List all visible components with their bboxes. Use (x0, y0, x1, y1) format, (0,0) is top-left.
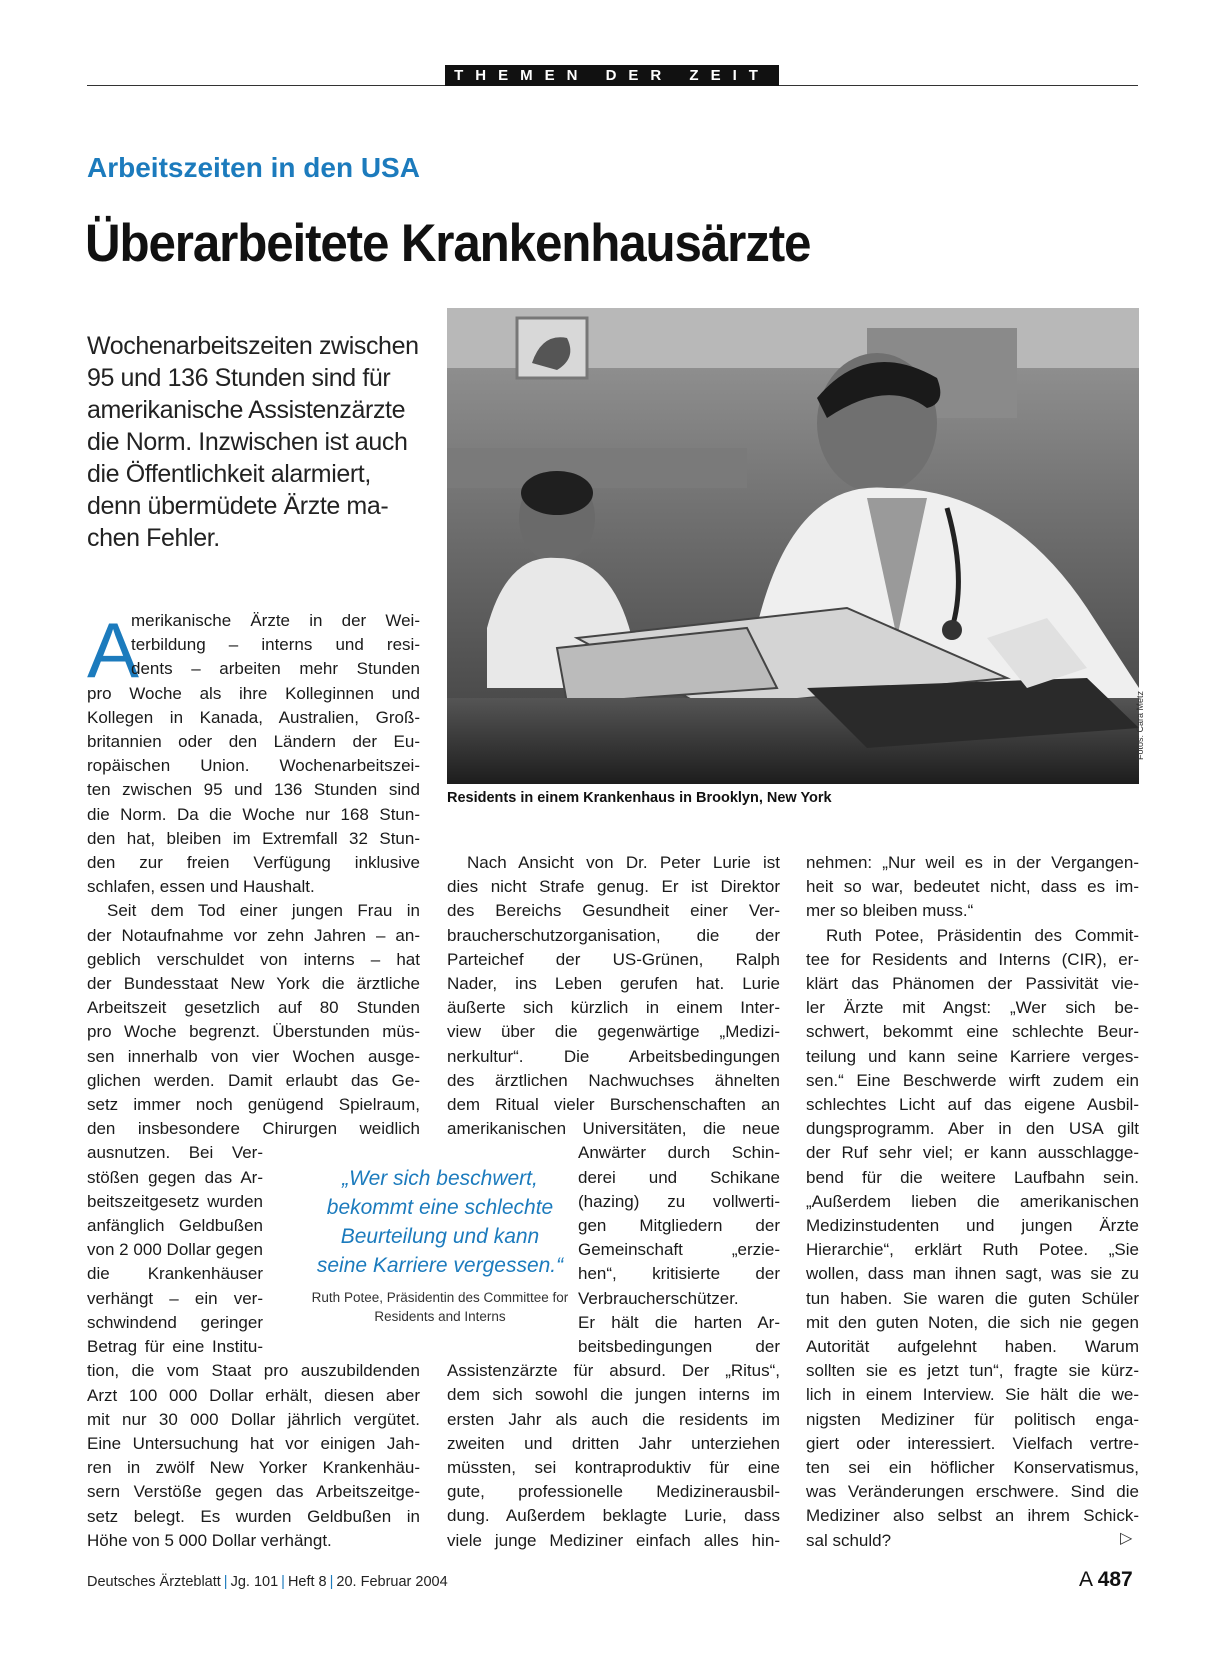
body-line: nehmen: „Nur weil es in der Vergangen- (806, 853, 1139, 872)
body-line: setz belegt. Es wurden Geldbußen in (87, 1506, 420, 1526)
body-line: beitszeitgesetz wurden (87, 1191, 263, 1211)
body-line: sern Verstöße gegen das Arbeitszeitge- (87, 1482, 420, 1502)
pull-quote-source-line: Ruth Potee, Präsidentin des Committee for (311, 1290, 569, 1305)
body-line: view über die gegenwärtige „Medizi- (447, 1022, 780, 1042)
body-line: ausnutzen. Bei Ver- (87, 1143, 263, 1163)
body-line: tion, die vom Staat pro auszubildenden (87, 1361, 420, 1381)
body-line: dem sich sowohl die jungen interns im (447, 1385, 780, 1405)
body-line: Kollegen in Kanada, Australien, Groß- (87, 707, 420, 727)
lead-line: 95 und 136 Stunden sind für (87, 364, 391, 392)
pull-quote-line: seine Karriere vergessen.“ (316, 1254, 564, 1277)
body-line: sollten sie es jetzt tun“, fragte sie kürz- (806, 1361, 1139, 1381)
body-line: Autorität aufgelehnt haben. Warum (806, 1337, 1139, 1357)
body-line: dies nicht Strafe genug. Er ist Direktor (447, 877, 780, 897)
continue-arrow-icon: ▷ (1120, 1530, 1133, 1547)
body-line: braucherschutzorganisation, die der (447, 925, 780, 945)
body-line: Verbraucherschützer. (578, 1288, 739, 1308)
footer-volume: Jg. 101 (230, 1574, 279, 1590)
article-headline: Überarbeitete Krankenhausärzte (85, 214, 811, 273)
body-line: Mediziner also selbst an ihrem Schick- (806, 1506, 1139, 1526)
body-line: setz immer noch genügend Spielraum, (87, 1095, 420, 1115)
pull-quote (290, 1164, 590, 1326)
body-line: geblich verschuldet von interns – hat (87, 949, 420, 969)
page-number-value: 487 (1097, 1568, 1133, 1591)
body-line: schwert, bekommt eine schlechte Beur- (806, 1022, 1139, 1042)
pull-quote-line: bekommt eine schlechte (326, 1196, 554, 1219)
pull-quote-line: „Wer sich beschwert, (342, 1167, 538, 1190)
footer-separator: | (281, 1574, 285, 1590)
body-line: mer so bleiben muss.“ (806, 901, 974, 921)
body-line: Anwärter durch Schin- (578, 1143, 780, 1163)
footer-issue: Heft 8 (287, 1574, 327, 1590)
body-line: Assistenzärzte für absurd. Der „Ritus“, (447, 1361, 780, 1381)
body-line: Betrag für eine Institu- (87, 1337, 263, 1357)
lead-line: Wochenarbeitszeiten zwischen (87, 332, 419, 360)
pull-quote-source-line: Residents and Interns (374, 1309, 506, 1324)
body-line: Er hält die harten Ar- (578, 1312, 780, 1332)
body-line: dents – arbeiten mehr Stunden (131, 659, 420, 679)
body-line: des ärztlichen Nachwuchses ähnelten (447, 1070, 780, 1090)
footer-journal: Deutsches Ärzteblatt (87, 1574, 221, 1590)
article-kicker: Arbeitszeiten in den USA (87, 152, 420, 183)
body-line: die Norm. Da die Woche nur 168 Stun- (87, 804, 420, 824)
body-line: ersten Jahr als auch die residents im (447, 1409, 780, 1429)
body-line: ten sei ein höflicher Konservatismus, (806, 1458, 1139, 1478)
body-line: nigsten Mediziner für politisch enga- (806, 1409, 1139, 1429)
body-line: pro Woche als ihre Kolleginnen und (87, 683, 420, 703)
body-line: schlechtes Licht auf das eigene Ausbil- (806, 1095, 1139, 1115)
body-line: Arzt 100 000 Dollar erhält, diesen aber (87, 1385, 420, 1405)
body-line: zweiten und dritten Jahr unterziehen (447, 1433, 780, 1453)
body-line: Nader, ins Leben gerufen hat. Lurie (447, 974, 780, 994)
body-line: Seit dem Tod einer jungen Frau in (107, 901, 420, 921)
section-label: THEMEN DER ZEIT (445, 65, 779, 86)
body-line: von 2 000 Dollar gegen (87, 1240, 263, 1260)
body-line: ten zwischen 95 und 136 Stunden sind (87, 780, 420, 800)
footer-separator: | (223, 1574, 228, 1590)
body-line: teilung und kann seine Karriere verges- (806, 1046, 1139, 1066)
body-line: der Bundesstaat New York die ärztliche (87, 974, 420, 994)
body-line: derei und Schikane (578, 1167, 780, 1187)
photo-caption: Residents in einem Krankenhaus in Brooklyn, New York (447, 790, 832, 806)
footer-separator: | (329, 1574, 334, 1590)
body-line: Parteichef der US-Grünen, Ralph (447, 949, 780, 969)
page-prefix: A (1079, 1568, 1092, 1591)
lead-line: die Norm. Inzwischen ist auch (87, 428, 408, 456)
body-column-1 (87, 606, 420, 1553)
body-line: beitsbedingungen der (578, 1337, 780, 1357)
body-line: britannien oder den Ländern der Eu- (87, 732, 420, 752)
body-line: Hierarchie“, erklärt Ruth Potee. „Sie (806, 1240, 1139, 1260)
pull-quote-line: Beurteilung und kann (340, 1225, 540, 1248)
article-lead (87, 330, 427, 554)
body-line: dem Ritual vieler Burschenschaften an (447, 1095, 780, 1115)
body-line: sen innerhalb von vier Wochen ausge- (87, 1046, 420, 1066)
body-line: Ruth Potee, Präsidentin des Commit- (826, 925, 1139, 945)
body-line: anfänglich Geldbußen (87, 1216, 263, 1236)
body-line: der Notaufnahme vor zehn Jahren – an- (87, 925, 420, 945)
body-line: nerkultur“. Die Arbeitsbedingungen (447, 1046, 780, 1066)
body-line: bend für die weitere Laufbahn sein. (806, 1167, 1139, 1187)
page-number (1079, 1568, 1133, 1592)
drop-cap: A (87, 606, 140, 694)
body-line: sen.“ Eine Beschwerde wirft zudem ein (806, 1070, 1139, 1090)
pull-quote-text (290, 1164, 590, 1280)
body-line: hen“, kritisierte der (578, 1264, 780, 1284)
body-line: gen Mitgliedern der (578, 1216, 780, 1236)
body-line: glichen werden. Damit erlaubt das Ge- (87, 1070, 420, 1090)
lead-line: denn übermüdete Ärzte ma- (87, 492, 389, 520)
body-line: sal schuld? (806, 1530, 892, 1550)
body-line: ler Ärzte mit Angst: „Wer sich be- (806, 998, 1139, 1018)
body-line: Nach Ansicht von Dr. Peter Lurie ist (467, 853, 780, 872)
lead-line: die Öffentlichkeit alarmiert, (87, 460, 371, 488)
body-line: was Veränderungen erschwere. Sind die (806, 1482, 1139, 1502)
body-line: den zur freien Verfügung inklusive (87, 853, 420, 873)
photo-illustration (447, 308, 1139, 784)
body-line: (hazing) zu vollwerti- (578, 1191, 780, 1211)
body-line: tun haben. Sie waren die guten Schüler (806, 1288, 1139, 1308)
body-line: den insbesondere Chirurgen weidlich (87, 1119, 420, 1139)
footer-date: 20. Februar 2004 (336, 1574, 448, 1590)
body-line: verhängt – ein ver- (87, 1288, 263, 1308)
body-line: dung. Außerdem beklagte Lurie, dass (447, 1506, 780, 1526)
body-line: ren in zwölf New Yorker Krankenhäu- (87, 1458, 420, 1478)
lead-line: chen Fehler. (87, 524, 220, 552)
body-line: pro Woche begrenzt. Überstunden müs- (87, 1022, 420, 1042)
body-line: die Krankenhäuser (87, 1264, 263, 1284)
body-line: klärt das Phänomen der Passivität vie- (806, 974, 1139, 994)
body-line: mit nur 30 000 Dollar jährlich vergütet. (87, 1409, 420, 1429)
body-line: müssten, sei kontraproduktiv für eine (447, 1458, 780, 1478)
body-line: gute, professionelle Medizinerausbil- (447, 1482, 780, 1502)
body-line: mit den guten Noten, die sich nie gegen (806, 1312, 1139, 1332)
body-line: tee for Residents and Interns (CIR), er- (806, 949, 1139, 969)
photo-credit: Fotos: Cara Metz (1135, 690, 1145, 760)
body-line: giert oder interessiert. Vielfach vertre- (806, 1433, 1139, 1453)
body-line: der Ruf sehr viel; er kann ausschlagge- (806, 1143, 1139, 1163)
body-line: terbildung – interns und resi- (131, 635, 420, 655)
body-line: schlafen, essen und Haushalt. (87, 877, 315, 897)
body-line: amerikanischen Universitäten, die neue (447, 1119, 780, 1139)
body-line: des Bereichs Gesundheit einer Ver- (447, 901, 780, 921)
body-line: schwindend geringer (87, 1312, 263, 1332)
footer-citation (87, 1574, 448, 1590)
body-line: heit so war, bedeutet nicht, dass es im- (806, 877, 1139, 897)
body-line: wollen, dass man ihnen sagt, was sie zu (806, 1264, 1139, 1284)
body-column-3 (806, 851, 1139, 1553)
body-line: äußerte sich kürzlich in einem Inter- (447, 998, 780, 1018)
pull-quote-source (290, 1288, 590, 1326)
lead-line: amerikanische Assistenzärzte (87, 396, 406, 424)
body-line: dungsprogramm. Aber in den USA gilt (806, 1119, 1139, 1139)
body-line: Höhe von 5 000 Dollar verhängt. (87, 1530, 332, 1550)
body-line: „Außerdem lieben die amerikanischen (806, 1191, 1139, 1211)
body-line: den hat, bleiben im Extremfall 32 Stun- (87, 828, 420, 848)
body-line: Medizinstudenten und jungen Ärzte (806, 1216, 1139, 1236)
body-line: ropäischen Union. Wochenarbeitszei- (87, 756, 420, 776)
body-line: stößen gegen das Ar- (87, 1167, 263, 1187)
body-line: merikanische Ärzte in der Wei- (131, 611, 420, 630)
body-line: Eine Untersuchung hat vor einigen Jah- (87, 1433, 420, 1453)
body-line: Gemeinschaft „erzie- (578, 1240, 780, 1260)
body-line: viele junge Mediziner einfach alles hin- (447, 1530, 780, 1550)
body-line: Arbeitszeit gesetzlich auf 80 Stunden (87, 998, 420, 1018)
body-line: lich in einem Interview. Sie hält die we- (806, 1385, 1139, 1405)
article-photo (447, 308, 1139, 784)
